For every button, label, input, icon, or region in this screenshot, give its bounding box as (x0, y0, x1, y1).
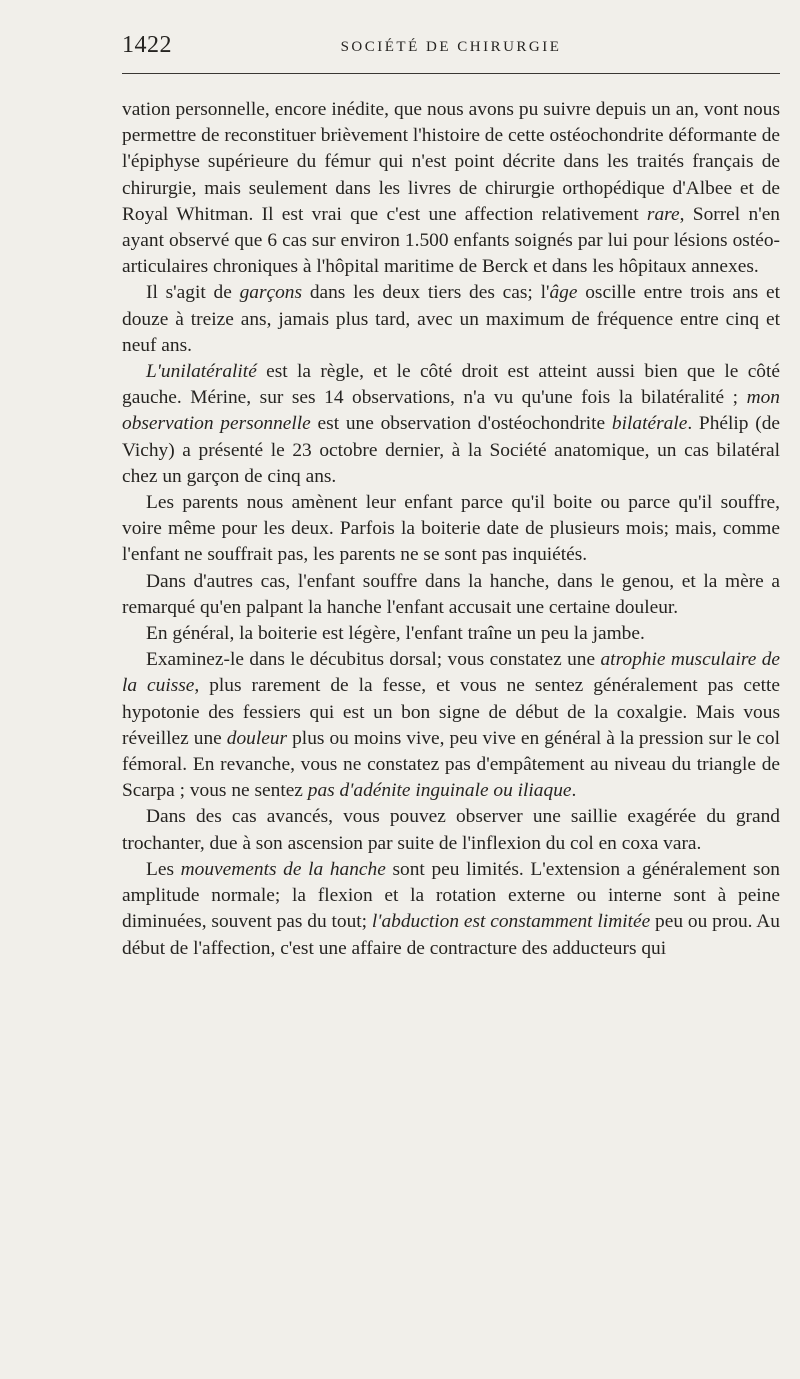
italic-text: l'abduction est constamment limitée (371, 911, 651, 933)
italic-text: mouvements de la hanche (180, 858, 386, 880)
text-run: dans les deux tiers des cas; l' (302, 282, 550, 304)
text-run: , Sorrel n'en ayant observé que 6 cas sur environ 1.500 enfants soignés par lui pour lésions ostéo-articulaires chroniques à l'hôpital maritime de Berck et dans les hôpitaux annexes. (122, 203, 780, 278)
text-run: . Phélip (de Vichy) a présenté le 23 octobre dernier, à la Société anatomique, un cas bilatéral chez un garçon de cinq ans. (122, 413, 781, 487)
body-text (122, 97, 780, 962)
italic-text: atrophie musculaire de la cuisse (122, 649, 781, 697)
italic-text: bilatérale (611, 413, 688, 435)
page-header (122, 32, 780, 62)
paragraph (122, 280, 780, 359)
running-title: SOCIÉTÉ DE CHIRURGIE (340, 39, 562, 55)
paragraph (122, 359, 780, 490)
paragraph (122, 621, 780, 647)
page-number: 1422 (122, 32, 172, 58)
italic-text: rare (646, 203, 680, 225)
paragraph (122, 804, 780, 856)
text-run: Il s'agit de (146, 282, 240, 304)
italic-text: douleur (226, 727, 288, 749)
paragraph (122, 647, 780, 804)
italic-text: mon observation personnelle (122, 387, 780, 435)
text-run: sont peu limités. L'extension a généralement son amplitude normale; la flexion et la rotation externe ou interne sont à peine diminuées, souvent pas du tout; (122, 858, 780, 933)
text-run: plus ou moins vive, peu vive en général à la pression sur le col fémoral. En revanche, vous ne constatez pas d'empâtement au niveau du triangle de Scarpa ; vous ne sentez (122, 727, 780, 802)
text-run: Les (146, 858, 181, 880)
italic-text: pas d'adénite inguinale ou iliaque (307, 780, 572, 802)
text-run: Examinez-le dans le décubitus dorsal; vous constatez une (146, 649, 601, 671)
text-run: peu ou prou. Au début de l'affection, c'est une affaire de contracture des adducteurs qui (122, 911, 780, 959)
paragraph (122, 490, 780, 569)
text-run: En général, la boiterie est légère, l'enfant traîne un peu la jambe. (146, 623, 645, 645)
text-run: , plus rarement de la fesse, et vous ne sentez généralement pas cette hypotonie des fessiers qui est un bon signe de début de la coxalgie. Mais vous réveillez une (122, 675, 780, 749)
text-run: Les parents nous amènent leur enfant parce qu'il boite ou parce qu'il souffre, voire même pour les deux. Parfois la boiterie date de plusieurs mois; mais, comme l'enfant ne souffrait pas, les parents ne se sont pas inquiétés. (122, 492, 780, 566)
text-run: est la règle, et le côté droit est atteint aussi bien que le côté gauche. Mérine, sur ses 14 observations, n'a vu qu'une fois la bilatéralité ; (122, 361, 780, 409)
paragraph (122, 569, 780, 621)
text-run: Dans des cas avancés, vous pouvez observer une saillie exagérée du grand trochanter, due à son ascension par suite de l'inflexion du col en coxa vara. (122, 806, 780, 854)
italic-text: garçons (239, 282, 303, 304)
italic-text: âge (549, 282, 578, 304)
text-run: vation personnelle, encore inédite, que nous avons pu suivre depuis un an, vont nous permettre de reconstituer brièvement l'histoire de cette ostéochondrite déformante de l'épiphyse supérieure du fémur qui n'est point décrite dans les traités français de chirurgie, mais seulement dans les livres de chirurgie orthopédique d'Albee et de Royal Whitman. Il est vrai que c'est une affection relativement (122, 99, 780, 225)
text-run: . (571, 780, 577, 802)
header-rule (122, 73, 780, 74)
paragraph (122, 857, 780, 962)
text-run: est une observation d'ostéochondrite (310, 413, 612, 435)
paragraph (122, 97, 780, 280)
italic-text: L'unilatéralité (146, 361, 257, 383)
text-run: oscille entre trois ans et douze à treize ans, jamais plus tard, avec un maximum de fréquence entre cinq et neuf ans. (122, 282, 780, 356)
text-run: Dans d'autres cas, l'enfant souffre dans la hanche, dans le genou, et la mère a remarqué qu'en palpant la hanche l'enfant accusait une certaine douleur. (122, 570, 780, 618)
